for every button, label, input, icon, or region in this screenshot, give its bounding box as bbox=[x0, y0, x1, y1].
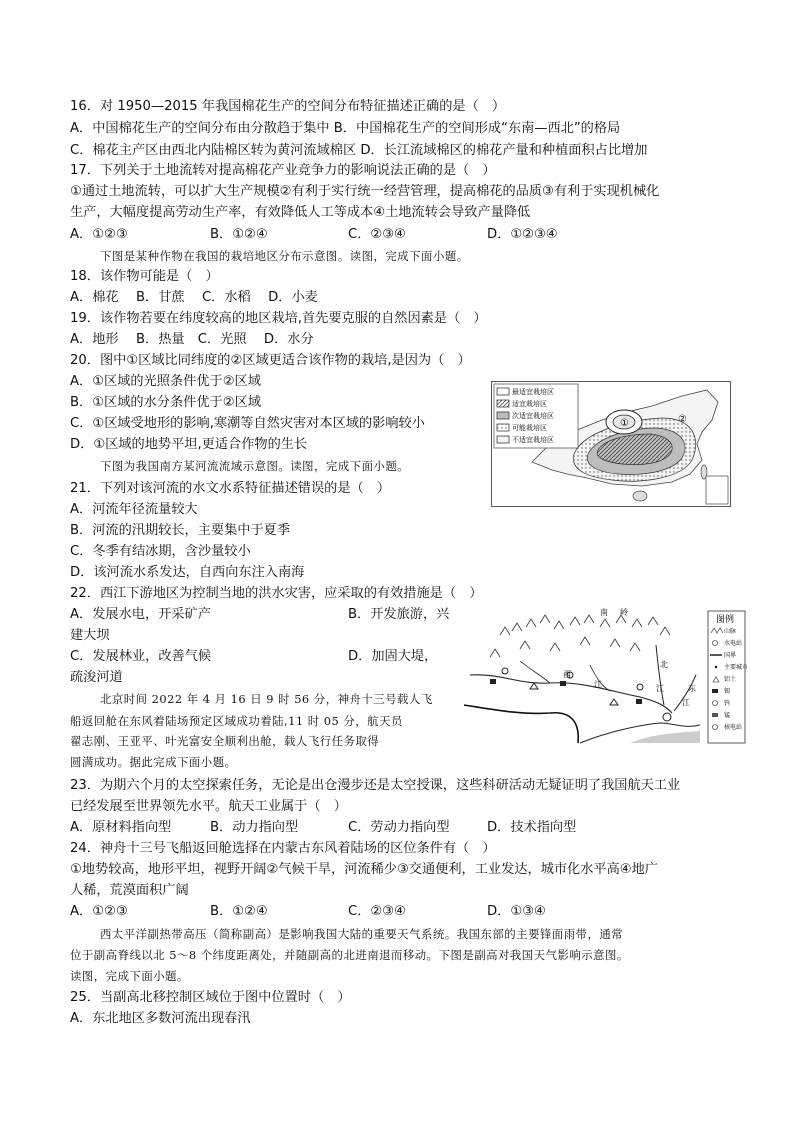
q22-option-a: A．发展水电，开采矿产 bbox=[70, 607, 211, 622]
q17-body-line2: 生产，大幅度提高劳动生产率，有效降低人工等成本④土地流转会导致产量降低 bbox=[70, 205, 531, 220]
q20-option-d: D．①区域的地势平坦,更适合作物的生长 bbox=[70, 437, 308, 452]
q20-option-c: C．①区域受地形的影响,寒潮等自然灾害对本区域的影响较小 bbox=[70, 416, 425, 431]
intro-high-line3: 读图，完成下面小题。 bbox=[70, 969, 189, 983]
crop-distribution-map bbox=[491, 381, 731, 507]
intro-high-line1: 西太平洋副热带高压（简称副高）是影响我国大陆的重要天气系统。我国东部的主要锋面雨带，通常 bbox=[100, 927, 624, 941]
legend-item: 水电站 bbox=[724, 640, 743, 647]
q22-option-d-cont: 疏浚河道 bbox=[70, 670, 123, 685]
region-2-label: ② bbox=[678, 414, 687, 425]
q18-options: A．棉花 B．甘蔗 C．水稻 D．小麦 bbox=[70, 290, 318, 305]
q17-option-c: C．②③④ bbox=[348, 227, 406, 242]
legend-item: 不适宜栽培区 bbox=[512, 436, 554, 444]
q17-option-a: A．①②③ bbox=[70, 227, 128, 242]
map-label-bei: 北 bbox=[660, 660, 668, 669]
intro-space-line2: 船返回舱在东风着陆场预定区域成功着陆,11 时 05 分，航天员 bbox=[70, 714, 403, 728]
q16-options-line1: A．中国棉花生产的空间分布由分散趋于集中 B．中国棉花生产的空间形成“东南—西北”的格局 bbox=[70, 121, 621, 136]
q24-option-c: C．②③④ bbox=[348, 904, 406, 919]
intro-space-line1: 北京时间 2022 年 4 月 16 日 9 时 56 分，神舟十三号载人飞 bbox=[100, 692, 433, 706]
q23-stem-line1: 23．为期六个月的太空探索任务，无论是出仓漫步还是太空授课，这些科研活动无疑证明了我国航天工业 bbox=[70, 778, 681, 793]
q16-stem: 16．对 1950—2015 年我国棉花生产的空间分布特征描述正确的是（ ） bbox=[70, 99, 506, 114]
map-label-dong: 东 bbox=[688, 684, 696, 693]
map-label-nan: 南 bbox=[600, 608, 608, 617]
legend-item: 国界 bbox=[724, 652, 737, 659]
q24-option-b: B．①②④ bbox=[210, 904, 268, 919]
q22-option-b: B．开发旅游，兴 bbox=[348, 607, 450, 622]
legend-item: 适宜栽培区 bbox=[512, 400, 547, 408]
intro-high-line2: 位于副高脊线以北 5～8 个纬度距离处，并随副高的北进南退而移动。下图是副高对我国天气影响示意图。 bbox=[70, 948, 629, 962]
region-1-label: ① bbox=[620, 418, 629, 429]
intro-crop: 下图是某种作物在我国的栽培地区分布示意图。读图，完成下面小题。 bbox=[100, 249, 469, 263]
map-label-jiang2: 江 bbox=[656, 684, 664, 693]
q22-stem: 22．西江下游地区为控制当地的洪水灾害，应采取的有效措施是（ ） bbox=[70, 586, 483, 601]
legend-item: 钨 bbox=[724, 700, 731, 707]
q23-stem-line2: 已经发展至世界领先水平。航天工业属于（ ） bbox=[70, 799, 347, 814]
map-label-jiang: 江 bbox=[594, 680, 602, 689]
q21-option-d: D．该河流水系发达，自西向东注入南海 bbox=[70, 565, 305, 580]
map-label-jiang3: 江 bbox=[682, 698, 690, 707]
q21-option-c: C．冬季有结冰期，含沙量较小 bbox=[70, 544, 251, 559]
q20-stem: 20．图中①区域比同纬度的②区域更适合该作物的栽培,是因为（ ） bbox=[70, 353, 471, 368]
q21-stem: 21．下列对该河流的水文水系特征描述错误的是（ ） bbox=[70, 481, 391, 496]
map-label-ling: 岭 bbox=[620, 608, 628, 617]
q22-option-c: C．发展林业，改善气候 bbox=[70, 649, 212, 664]
q23-option-c: C．劳动力指向型 bbox=[348, 820, 450, 835]
south-sea-inset bbox=[706, 476, 728, 504]
legend-item: 核电站 bbox=[724, 724, 743, 731]
q24-option-a: A．①②③ bbox=[70, 904, 128, 919]
q17-body-line1: ①通过土地流转，可以扩大生产规模②有利于实行统一经营管理，提高棉花的品质③有利于实现机械化 bbox=[70, 184, 660, 199]
q25-stem: 25．当副高北移控制区域位于图中位置时（ ） bbox=[70, 990, 351, 1005]
q23-option-a: A．原材料指向型 bbox=[70, 820, 172, 835]
legend-item: 主要城市 bbox=[724, 664, 747, 671]
legend-item: 可能栽培区 bbox=[512, 424, 547, 432]
legend-title: 图例 bbox=[716, 615, 735, 625]
q24-body-line1: ①地势较高，地形平坦，视野开阔②气候干旱，河流稀少③交通便利，工业发达，城市化水平高④地广 bbox=[70, 862, 658, 877]
q24-body-line2: 人稀，荒漠面积广阔 bbox=[70, 883, 189, 898]
q17-option-d: D．①②③④ bbox=[487, 227, 558, 242]
q25-option-a: A．东北地区多数河流出现春汛 bbox=[70, 1011, 251, 1026]
legend-item: 锡 bbox=[724, 688, 731, 695]
crop-map-svg bbox=[492, 382, 730, 506]
q24-option-d: D．①③④ bbox=[487, 904, 546, 919]
intro-space-line4: 圆满成功。据此完成下面小题。 bbox=[70, 755, 237, 769]
legend-item: 次适宜栽培区 bbox=[512, 412, 554, 420]
q24-stem: 24．神舟十三号飞船返回舱选择在内蒙古东风着陆场的区位条件有（ ） bbox=[70, 841, 496, 856]
q19-options: A．地形 B．热量 C．光照 D．水分 bbox=[70, 332, 314, 347]
q18-stem: 18．该作物可能是（ ） bbox=[70, 269, 219, 284]
legend-item: 铝土 bbox=[724, 676, 737, 683]
river-map-svg bbox=[460, 605, 747, 745]
legend-item: 最适宜栽培区 bbox=[512, 388, 554, 396]
q23-option-d: D．技术指向型 bbox=[487, 820, 577, 835]
q16-options-line2: C．棉花主产区由西北内陆棉区转为黄河流域棉区 D．长江流域棉区的棉花产量和种植面积占比增加 bbox=[70, 143, 648, 158]
q20-option-a: A．①区域的光照条件优于②区域 bbox=[70, 374, 261, 389]
river-basin-map bbox=[460, 605, 747, 745]
q22-option-b-cont: 建大坝 bbox=[70, 628, 110, 643]
map-label-xi: 西 bbox=[563, 670, 571, 679]
q22-option-d: D．加固大堤， bbox=[348, 649, 438, 664]
q19-stem: 19．该作物若要在纬度较高的地区栽培,首先要克服的自然因素是（ ） bbox=[70, 311, 487, 326]
q20-option-b: B．①区域的水分条件优于②区域 bbox=[70, 395, 261, 410]
q17-option-b: B．①②④ bbox=[210, 227, 268, 242]
legend-item: 山脉 bbox=[724, 628, 737, 635]
q21-option-a: A．河流年径流量较大 bbox=[70, 502, 198, 517]
q21-option-b: B．河流的汛期较长，主要集中于夏季 bbox=[70, 523, 291, 538]
intro-river: 下图为我国南方某河流流域示意图。读图，完成下面小题。 bbox=[100, 459, 410, 473]
intro-space-line3: 翟志刚、王亚平、叶光富安全顺利出舱，载人飞行任务取得 bbox=[70, 734, 380, 748]
q23-option-b: B．动力指向型 bbox=[210, 820, 299, 835]
q17-stem: 17．下列关于土地流转对提高棉花产业竞争力的影响说法正确的是（ ） bbox=[70, 163, 496, 178]
legend-item: 锰 bbox=[724, 712, 731, 719]
